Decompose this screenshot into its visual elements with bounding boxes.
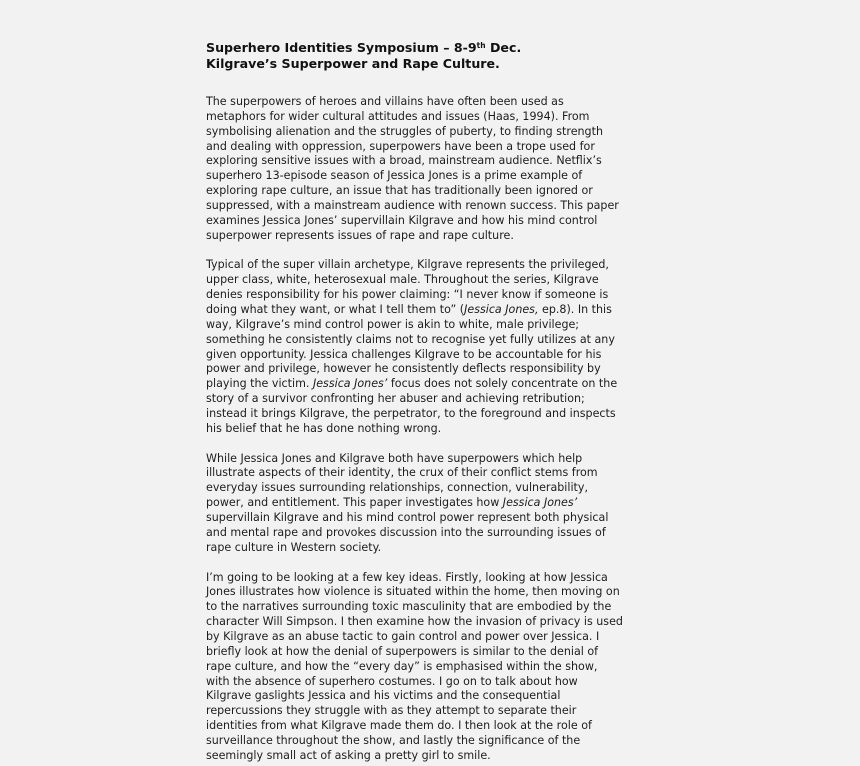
body-paragraph <box>206 258 658 436</box>
paragraph-line <box>206 496 658 511</box>
line-text: and dealing with oppression, superpowers have been a trope used for <box>206 139 595 153</box>
symposium-title-text: Superhero Identities Symposium – 8-9 <box>206 40 477 55</box>
line-text: playing the victim. <box>206 377 313 391</box>
paragraph-line <box>206 452 658 467</box>
line-text: rape culture in Western society. <box>206 540 382 554</box>
document-body <box>206 95 658 766</box>
line-text: and mental rape and provokes discussion into the surrounding issues of <box>206 525 606 539</box>
line-text: with the absence of superhero costumes. I go on to talk about how <box>206 674 578 688</box>
line-text: Jones illustrates how violence is situated within the home, then moving on <box>206 585 620 599</box>
paragraph-line <box>206 214 658 229</box>
line-text: metaphors for wider cultural attitudes and issues (Haas, 1994). From <box>206 109 590 123</box>
paragraph-line <box>206 125 658 140</box>
paragraph-line <box>206 660 658 675</box>
document-heading <box>206 40 766 72</box>
line-text: While Jessica Jones and Kilgrave both have superpowers which help <box>206 451 583 465</box>
paper-title: Kilgrave’s Superpower and Rape Culture. <box>206 56 500 71</box>
line-text: illustrate aspects of their identity, the crux of their conflict stems from <box>206 466 598 480</box>
paragraph-line <box>206 630 658 645</box>
paragraph-line <box>206 466 658 481</box>
line-text: power and privilege, however he consistently deflects responsibility by <box>206 362 601 376</box>
line-text: denies responsibility for his power claiming: “I never know if someone is <box>206 288 609 302</box>
italic-title-text: Jessica Jones, <box>464 303 539 317</box>
line-text: doing what they want, or what I tell them to” ( <box>206 303 465 317</box>
paragraph-line <box>206 392 658 407</box>
line-text: character Will Simpson. I then examine how the invasion of privacy is used <box>206 615 623 629</box>
paragraph-line <box>206 689 658 704</box>
line-text: to the narratives surrounding toxic masculinity that are embodied by the <box>206 600 612 614</box>
italic-title-text: Jessica Jones’ <box>312 377 388 391</box>
paragraph-line <box>206 615 658 630</box>
line-text: something he consistently claims not to recognise yet fully utilizes at any <box>206 332 615 346</box>
paragraph-line <box>206 140 658 155</box>
line-text: The superpowers of heroes and villains have often been used as <box>206 95 564 108</box>
line-text: rape culture, and how the “every day” is emphasised within the show, <box>206 659 598 673</box>
paragraph-line <box>206 110 658 125</box>
line-text: I’m going to be looking at a few key ideas. Firstly, looking at how Jessica <box>206 570 608 584</box>
paragraph-line <box>206 362 658 377</box>
line-text: story of a survivor confronting her abuser and achieving retribution; <box>206 392 585 406</box>
line-text: ep.8). In this <box>538 303 612 317</box>
body-paragraph <box>206 571 658 764</box>
line-text: superhero 13-episode season of Jessica Jones is a prime example of <box>206 169 583 183</box>
paragraph-line <box>206 258 658 273</box>
line-text: upper class, white, heterosexual male. Throughout the series, Kilgrave <box>206 273 599 287</box>
paragraph-line <box>206 585 658 600</box>
line-text: instead it brings Kilgrave, the perpetrator, to the foreground and inspects <box>206 407 616 421</box>
line-text: briefly look at how the denial of superpowers is similar to the denial of <box>206 644 599 658</box>
line-text: Kilgrave gaslights Jessica and his victims and the consequential <box>206 689 561 703</box>
paragraph-line <box>206 169 658 184</box>
paragraph-line <box>206 749 658 764</box>
line-text: supervillain Kilgrave and his mind control power represent both physical <box>206 511 609 525</box>
paragraph-line <box>206 675 658 690</box>
paragraph-line <box>206 719 658 734</box>
paragraph-line <box>206 377 658 392</box>
paragraph-line <box>206 526 658 541</box>
paragraph-line <box>206 541 658 556</box>
paragraph-line <box>206 348 658 363</box>
line-text: identities from what Kilgrave made them do. I then look at the role of <box>206 719 592 733</box>
line-text: symbolising alienation and the struggles of puberty, to finding strength <box>206 124 603 138</box>
paragraph-line <box>206 154 658 169</box>
line-text: everyday issues surrounding relationships, connection, vulnerability, <box>206 481 588 495</box>
line-text: Typical of the super villain archetype, Kilgrave represents the privileged, <box>206 258 609 272</box>
line-text: by Kilgrave as an abuse tactic to gain control and power over Jessica. I <box>206 629 600 643</box>
paragraph-line <box>206 318 658 333</box>
paragraph-line <box>206 273 658 288</box>
paragraph-line <box>206 511 658 526</box>
paragraph-line <box>206 407 658 422</box>
line-text: repercussions they struggle with as they attempt to separate their <box>206 704 577 718</box>
paragraph-line <box>206 704 658 719</box>
italic-title-text: Jessica Jones’ <box>502 496 578 510</box>
paragraph-line <box>206 422 658 437</box>
line-text: superpower represents issues of rape and rape culture. <box>206 228 514 242</box>
line-text: power, and entitlement. This paper investigates how <box>206 496 503 510</box>
paragraph-line <box>206 199 658 214</box>
line-text: focus does not solely concentrate on the <box>387 377 618 391</box>
paragraph-line <box>206 600 658 615</box>
body-paragraph <box>206 452 658 556</box>
paragraph-line <box>206 734 658 749</box>
line-text: surveillance throughout the show, and lastly the significance of the <box>206 733 581 747</box>
line-text: way, Kilgrave’s mind control power is akin to white, male privilege; <box>206 317 580 331</box>
body-paragraph <box>206 95 658 244</box>
paragraph-line <box>206 184 658 199</box>
line-text: suppressed, with a mainstream audience with renown success. This paper <box>206 199 619 213</box>
line-text: exploring rape culture, an issue that has traditionally been ignored or <box>206 184 593 198</box>
line-text: his belief that he has done nothing wrong. <box>206 421 442 435</box>
paragraph-line <box>206 303 658 318</box>
symposium-title <box>206 40 766 56</box>
line-text: given opportunity. Jessica challenges Kilgrave to be accountable for his <box>206 347 602 361</box>
symposium-title-month: Dec. <box>485 40 522 55</box>
paragraph-line <box>206 481 658 496</box>
paragraph-line <box>206 645 658 660</box>
paragraph-line <box>206 571 658 586</box>
paragraph-line <box>206 288 658 303</box>
paragraph-line <box>206 95 658 110</box>
paragraph-line <box>206 229 658 244</box>
line-text: seemingly small act of asking a pretty girl to smile. <box>206 748 491 762</box>
paragraph-line <box>206 333 658 348</box>
date-ordinal-suffix: th <box>476 41 486 50</box>
line-text: examines Jessica Jones’ supervillain Kilgrave and how his mind control <box>206 213 598 227</box>
line-text: exploring sensitive issues with a broad, mainstream audience. Netflix’s <box>206 154 602 168</box>
